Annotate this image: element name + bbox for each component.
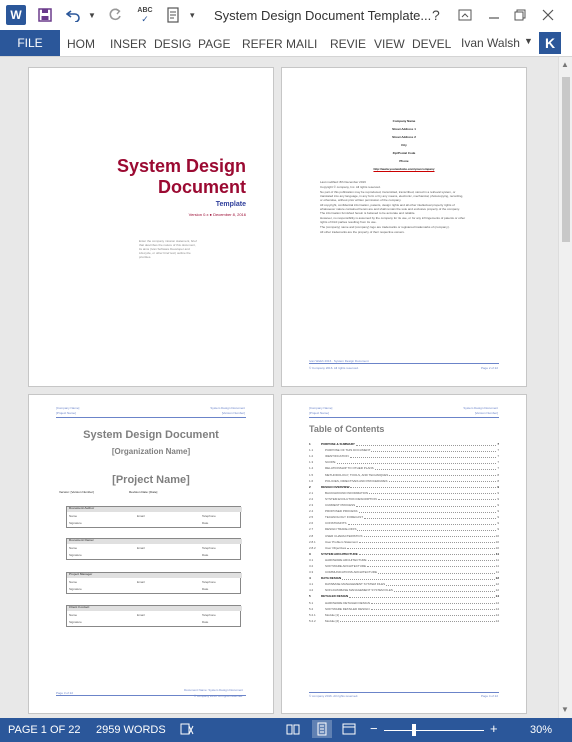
blurb-line: its aims (Ivan Software Developer and (139, 247, 190, 251)
table-header: Document Author (67, 507, 242, 512)
toc-entry-page: 7 (497, 442, 499, 447)
field-label: Date (202, 620, 209, 624)
file-tab[interactable]: FILE (0, 30, 60, 56)
toc-entry-page: 8 (497, 472, 499, 477)
toc-entry-number: 1.4 (309, 466, 314, 471)
contact-table (66, 538, 241, 560)
header-version: [Version Number] (474, 411, 498, 415)
toc-entry-number: 1.5 (309, 472, 314, 477)
blurb-line: that describes the nature of this document, (139, 243, 196, 247)
field-label: Telephone (202, 514, 216, 518)
body-line: Copyright © company, Inc. All rights reserved. (320, 185, 381, 189)
page-signoff[interactable] (28, 394, 274, 714)
toc-entry-text: TECHNOLOGY FORECAST (325, 515, 364, 520)
toc-entry-text: Module [1] (325, 612, 340, 617)
tab-design[interactable]: DESIG (154, 37, 192, 51)
table-header: Document Owner (67, 539, 242, 544)
zoom-in-button[interactable]: + (490, 721, 498, 736)
proofing-icon[interactable] (180, 722, 194, 739)
toc-entry-page: 14 (495, 606, 499, 611)
toc-entry-number: 4.1 (309, 582, 314, 587)
contact-table (66, 506, 241, 528)
footer-page-number: Page 3 of 22 (56, 691, 74, 695)
copyright-body (320, 181, 520, 234)
toc-entry-page: 8 (497, 478, 499, 483)
body-line: translated into any language, in any form or by any means, electronic, mechanical, photocopying, recording, (320, 194, 464, 198)
toc-entry-page: 14 (495, 594, 499, 599)
header-rule (309, 417, 499, 418)
toc-leader (340, 621, 495, 622)
save-icon[interactable] (38, 5, 52, 25)
contact-line: Company Name (392, 119, 416, 123)
toc-entry-text: User Problem Statement (325, 539, 358, 544)
toc-entry-text: IDENTIFICATION (325, 454, 349, 459)
toc-entry-text: NON-DATABASE MANAGEMENT SYSTEM FILES (325, 588, 393, 593)
page-toc[interactable] (281, 394, 527, 714)
toc-entry-number: 2.7 (309, 527, 314, 532)
footer-copyright: © company 2016. All rights reserved. (309, 694, 359, 698)
toc-entry-number: 1.6 (309, 478, 314, 483)
blurb-line: Lifecycle, or other brief text) outline the (139, 251, 191, 255)
field-label: Signature (69, 620, 82, 624)
toc-entry-page: 9 (497, 490, 499, 495)
toc-entry-number: 2.8.1 (309, 539, 316, 544)
page-copyright[interactable] (281, 67, 527, 387)
table-header: Project Manager (67, 573, 242, 578)
toc-entry-page: 9 (497, 527, 499, 532)
toc-entry-text: DETAILED DESIGN (321, 594, 349, 599)
cover-version: Version 0.x ● December 8, 2016 (188, 212, 246, 217)
toc-entry-page: 14 (495, 612, 499, 617)
footer-copyright: © Company 2016. All rights reserved. (309, 366, 359, 370)
tab-references[interactable]: REFER (242, 37, 283, 51)
header-project: [Project Name] (56, 411, 76, 415)
contact-line: Phone (399, 159, 409, 163)
field-label: Signature (69, 587, 82, 591)
toc-entry-number: 3.3 (309, 570, 314, 575)
toc-entry-number: 2.8.2 (309, 545, 316, 550)
zoom-out-button[interactable]: − (370, 721, 378, 736)
header-rule (56, 417, 246, 418)
print-layout-icon[interactable] (315, 722, 329, 739)
header-project: [Project Name] (309, 411, 329, 415)
toc-entry[interactable] (309, 617, 499, 623)
toc-entry-page: 7 (497, 448, 499, 453)
header-doc-title: System Design Document (210, 406, 245, 410)
cover-title-line1: System Design (116, 156, 246, 176)
toc-entry-page: 14 (495, 618, 499, 623)
toc-entry-text: CURRENT PROCESS (325, 503, 356, 508)
document-icon[interactable] (166, 5, 180, 25)
toc-entry-text: SYSTEM ARCHITECTURE (321, 551, 358, 556)
toc-entry-number: 5.2 (309, 606, 314, 611)
toc-entry-page: 9 (497, 509, 499, 514)
toc-entry-text: PROPOSED PROCESS (325, 509, 358, 514)
toc-entry-text: DATABASE MANAGEMENT SYSTEM FILES (325, 582, 386, 587)
toc-entry-text: Module [2] (325, 618, 340, 623)
toc-entry-text: PURPOSE & SUMMARY (321, 442, 355, 447)
footer-copyright: © company 2016. All rights reserved. (193, 694, 243, 698)
footer-rule (309, 692, 499, 693)
page-cover[interactable] (28, 67, 274, 387)
contact-table (66, 605, 241, 627)
word-count[interactable]: 2959 WORDS (96, 724, 166, 736)
document-workspace[interactable] (0, 57, 558, 718)
body-line: Last modified: 8th December 2016 (320, 180, 366, 184)
toc-entry-text: SOFTWARE DETAILED DESIGN (325, 606, 370, 611)
toc-entry-page: 9 (497, 484, 499, 489)
field-label: Name (69, 546, 78, 550)
vertical-scrollbar[interactable] (558, 57, 572, 718)
user-dropdown-icon[interactable]: ▼ (524, 36, 533, 46)
contact-line: Zip/Postal Code (392, 151, 416, 155)
contact-line: Street Address 1 (392, 127, 416, 131)
spelling-icon[interactable]: ABC ✓ (137, 6, 153, 24)
cover-title-line2: Document (157, 177, 246, 197)
restore-icon[interactable] (514, 5, 526, 25)
toc-entry-number: 2.3 (309, 503, 314, 508)
toc-entry-number: 2.2 (309, 496, 314, 501)
project-name: [Project Name] (112, 474, 190, 486)
scrollbar-thumb[interactable] (562, 77, 570, 242)
body-line: The information furnished herein is believed to be accurate and reliable. (320, 211, 416, 215)
field-label: Date (202, 553, 209, 557)
field-label: Telephone (202, 546, 216, 550)
toc-entry-page: 14 (495, 600, 499, 605)
toc-entry-text: METHODOLOGY, TOOLS, AND TECHNIQUES (325, 472, 389, 477)
toc-entry-number: 4 (309, 576, 311, 581)
undo-dropdown-icon[interactable]: ▼ (88, 10, 96, 20)
organization-name: [Organization Name] (111, 447, 191, 456)
customize-qat-icon[interactable]: ▾ (190, 9, 195, 20)
scroll-up-icon[interactable]: ▲ (561, 60, 569, 69)
page-count[interactable]: PAGE 1 OF 22 (8, 724, 81, 736)
field-label: Signature (69, 521, 82, 525)
toc-entry-number: 2.8 (309, 533, 314, 538)
toc-entry-number: 1.1 (309, 448, 314, 453)
zoom-slider-track[interactable] (384, 730, 484, 731)
tab-developer[interactable]: DEVEL (412, 37, 452, 51)
field-label: Date (202, 521, 209, 525)
toc-entry-number: 5 (309, 594, 311, 599)
title-bar (0, 0, 572, 30)
spelling-label: ABC (137, 6, 153, 14)
toc-entry-text: SCOPE (325, 460, 336, 465)
contact-table (66, 572, 241, 594)
toc-entry-page: 12 (495, 582, 499, 587)
body-line: All copyright, confidential information, patents, design rights and all other intellectual property rights of (320, 203, 455, 207)
zoom-slider-thumb[interactable] (412, 724, 416, 736)
website-link[interactable]: http://www.yourwebsite.com/yourcompany (373, 167, 435, 171)
toc-entry-text: USER CHARACTERISTICS (325, 533, 363, 538)
tab-review[interactable]: REVIE (330, 37, 367, 51)
field-label: Telephone (202, 580, 216, 584)
toc-entry-text: DATA DESIGN (321, 576, 342, 581)
tab-page-layout[interactable]: PAGE (198, 37, 231, 51)
toc-entry-page: 12 (495, 576, 499, 581)
help-button[interactable]: ? (432, 7, 440, 23)
cover-blurb (139, 240, 249, 260)
header-doc-title: System Design Document (463, 406, 498, 410)
toc-entry-page: 7 (497, 454, 499, 459)
body-line: rights of third parties resulting from its use. (320, 220, 377, 224)
toc-entry-number: 4.2 (309, 588, 314, 593)
field-label: Email (137, 613, 145, 617)
toc-entry-number: 1.2 (309, 454, 314, 459)
blurb-line: priorities. (139, 255, 152, 259)
field-label: Signature (69, 553, 82, 557)
toc-entry-page: 9 (497, 515, 499, 520)
toc-entry-text: HARDWARE DETAILED DESIGN (325, 600, 371, 605)
ribbon-tabs (0, 30, 572, 57)
toc-entry-text: RELATIONSHIP TO OTHER PLANS (325, 466, 374, 471)
toc-entry-number: 2.6 (309, 521, 314, 526)
toc-list (309, 440, 499, 623)
revision-date-field: Revision Date: [Date] (129, 490, 158, 494)
toc-entry-page: 10 (495, 545, 499, 550)
toc-entry-page: 11 (495, 563, 499, 568)
toc-entry-page: 10 (495, 533, 499, 538)
tab-insert[interactable]: INSER (110, 37, 147, 51)
web-layout-icon[interactable] (342, 722, 356, 739)
tab-mailings[interactable]: MAILI (286, 37, 318, 51)
toc-entry-page: 12 (495, 588, 499, 593)
field-label: Date (202, 587, 209, 591)
blurb-line: Enter the company mission statement, brief (139, 239, 197, 243)
field-label: Email (137, 580, 145, 584)
signoff-title: System Design Document (83, 429, 219, 441)
toc-entry-text: PURPOSE OF THIS DOCUMENT (325, 448, 371, 453)
toc-entry-page: 11 (495, 570, 499, 575)
toc-entry-text: COMMUNICATIONS ARCHITECTURE (325, 570, 377, 575)
toc-entry-number: 3 (309, 551, 311, 556)
toc-entry-text: User Objectives (325, 545, 347, 550)
header-company: [Company Name] (56, 406, 80, 410)
toc-entry-number: 1.3 (309, 460, 314, 465)
toc-entry-number: 2.1 (309, 490, 314, 495)
scroll-down-icon[interactable]: ▼ (561, 705, 569, 714)
toc-entry-page: 11 (495, 551, 499, 556)
status-bar (0, 718, 572, 742)
toc-entry-number: 2 (309, 484, 311, 489)
body-line: The (company) name and (company) logo are trademarks or registered trademarks of (company). (320, 225, 450, 229)
toc-entry-page: 7 (497, 460, 499, 465)
body-line: All other trademarks are the property of their respective owners. (320, 230, 405, 234)
ribbon-options-icon[interactable] (458, 5, 472, 25)
tab-view[interactable]: VIEW (374, 37, 405, 51)
undo-icon[interactable] (66, 5, 82, 25)
avatar[interactable]: K (539, 32, 561, 54)
toc-entry-page: 9 (497, 503, 499, 508)
body-line: whatsoever nature contained herein are and shall remain the sole and exclusive property of the company. (320, 207, 460, 211)
toc-entry-text: SYSTEM EVOLUTION DESCRIPTION (325, 496, 377, 501)
minimize-icon[interactable] (488, 5, 500, 25)
toc-entry-page: 9 (497, 521, 499, 526)
cover-subtitle: Template (215, 201, 246, 208)
contact-line: City (401, 143, 407, 147)
footer-page-number: Page 2 of 22 (480, 366, 498, 370)
toc-entry-text: SOFTWARE ARCHITECTURE (325, 563, 367, 568)
toc-entry-page: 10 (495, 539, 499, 544)
contact-block (282, 120, 526, 171)
zoom-level[interactable]: 30% (530, 724, 553, 736)
footer-rule (309, 363, 499, 364)
tab-home[interactable]: HOM (67, 37, 95, 51)
document-title: System Design Document Template... (214, 8, 432, 23)
toc-entry-text: HARDWARE ARCHITECTURE (325, 557, 367, 562)
toc-entry-number: 5.2.2 (309, 618, 316, 623)
field-label: Telephone (202, 613, 216, 617)
field-label: Name (69, 514, 78, 518)
field-label: Email (137, 546, 145, 550)
footer-doc-name: Document Name: System Design Document (184, 688, 243, 692)
field-label: Email (137, 514, 145, 518)
toc-entry-text: CONSTRAINTS (325, 521, 347, 526)
read-mode-icon[interactable] (286, 722, 300, 739)
field-label: Name (69, 613, 78, 617)
toc-entry-page: 7 (497, 466, 499, 471)
toc-title: Table of Contents (309, 424, 385, 434)
body-line: However, no responsibility is assumed by the company for its use, or for any infringements of patents or other (320, 216, 466, 220)
header-company: [Company Name] (309, 406, 333, 410)
toc-entry-number: 5.1 (309, 600, 314, 605)
user-name[interactable]: Ivan Walsh (461, 36, 520, 50)
toc-entry-number: 3.1 (309, 557, 314, 562)
toc-entry-number: 3.2 (309, 563, 314, 568)
body-line: No part of this publication may be reproduced, transmitted, transcribed, stored in a retrieval system, or (320, 190, 456, 194)
redo-icon[interactable] (108, 5, 122, 25)
toc-entry-number: 1 (309, 442, 311, 447)
close-icon[interactable] (542, 5, 554, 25)
toc-entry-page: 11 (495, 557, 499, 562)
toc-entry-text: DESIGN OVERVIEW (321, 484, 350, 489)
field-label: Name (69, 580, 78, 584)
toc-entry-page: 9 (497, 496, 499, 501)
toc-entry-number: 2.5 (309, 515, 314, 520)
toc-entry-number: 2.4 (309, 509, 314, 514)
table-header: Client Contact (67, 606, 242, 611)
toc-entry-text: POLICIES, DIRECTIVES AND PROCEDURES (325, 478, 388, 483)
header-version: [Version Number] (221, 411, 245, 415)
toc-entry-text: BACKGROUND INFORMATION (325, 490, 369, 495)
toc-entry-number: 5.2.1 (309, 612, 316, 617)
word-app-icon[interactable]: W (6, 5, 26, 25)
version-field: Version: [Version Number] (59, 490, 94, 494)
footer-doc-name: Ivan Walsh 2016 · System Design Document (309, 359, 369, 363)
toc-entry-text: DESIGN TRADE-OFFS (325, 527, 357, 532)
contact-line: Street Address 2 (392, 135, 416, 139)
body-line: or otherwise, without prior written permission of the company. (320, 198, 402, 202)
footer-page-number: Page 4 of 22 (480, 694, 498, 698)
